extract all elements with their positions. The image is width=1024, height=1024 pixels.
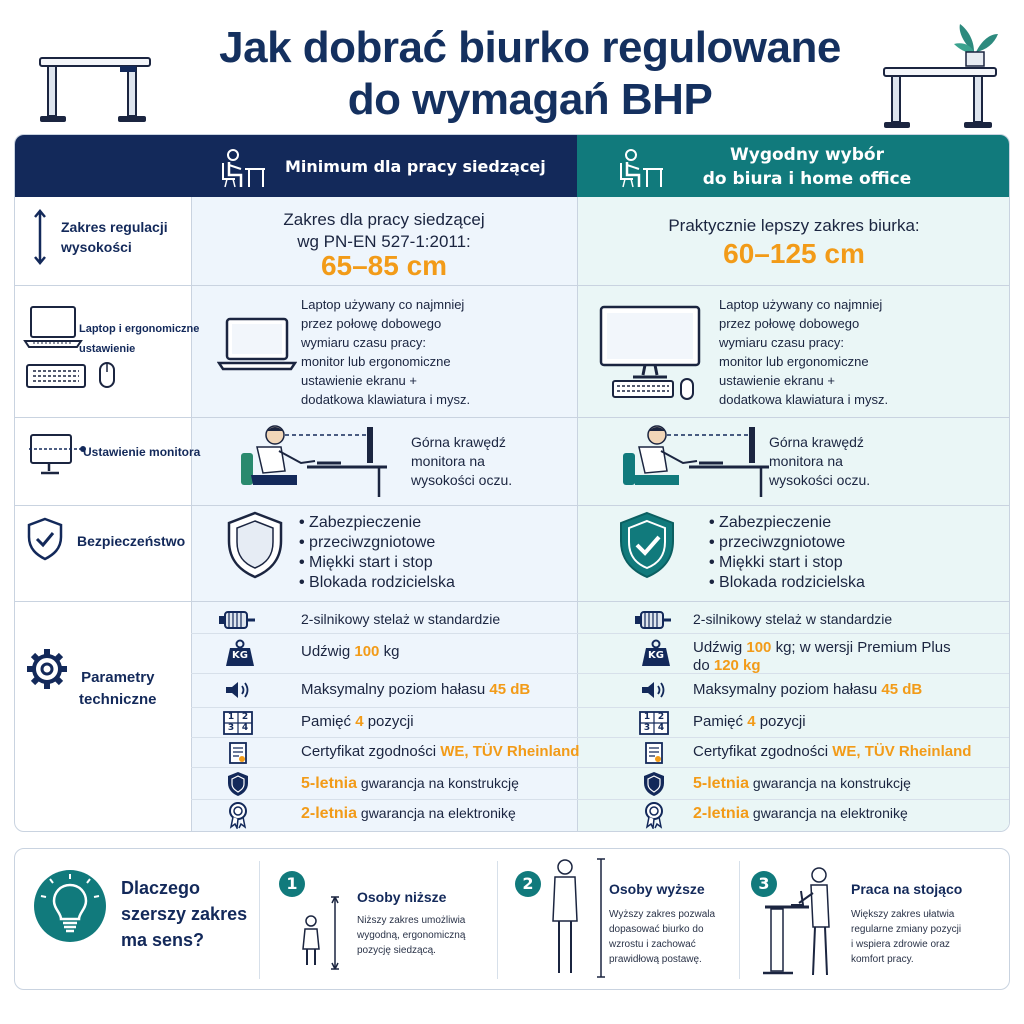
title-line-2: do wymagań BHP <box>347 75 713 124</box>
keyboard-icon <box>25 361 87 391</box>
warranty-shield-icon <box>643 771 665 801</box>
laptop-text-line: przez połowę dobowego <box>301 316 442 331</box>
label-monitor: Ustawienie monitora <box>83 445 201 459</box>
step-title-3: Praca na stojąco <box>851 881 963 897</box>
param-load-value-2: 120 kg <box>713 657 761 674</box>
tall-person-icon <box>543 857 613 979</box>
standing-desk-left-icon <box>36 52 156 130</box>
gear-icon <box>25 647 69 691</box>
shield-check-icon <box>27 517 63 561</box>
param-load-unit: kg <box>383 643 400 660</box>
label-height-line-2: wysokości <box>61 239 132 255</box>
param-load-label: Udźwig <box>693 639 743 656</box>
param-cert-label: Certyfikat zgodności <box>693 743 829 760</box>
laptop-text-line: przez połowę dobowego <box>719 316 860 331</box>
certificate-icon <box>227 741 249 769</box>
question-line: szerszy zakres <box>121 904 248 924</box>
motor-icon <box>633 609 673 635</box>
param-row <box>693 639 951 656</box>
min-height-line-2: wg PN-EN 527-1:2011: <box>297 232 471 251</box>
param-memory-value: 4 <box>355 713 364 730</box>
memory-digit: 2 <box>241 712 249 722</box>
wyg-height-line-1: Praktycznie lepszy zakres biurka: <box>668 216 920 235</box>
param-row <box>301 643 399 660</box>
param-row <box>301 775 519 793</box>
kg-label: KG <box>648 650 664 661</box>
mouse-icon <box>97 361 117 391</box>
label-height-range <box>61 217 168 257</box>
param-cert-label: Certyfikat zgodności <box>301 743 437 760</box>
param-row <box>301 743 579 760</box>
wyg-height-value: 60–125 cm <box>723 238 865 269</box>
step-desc-line: i wspiera zdrowie oraz <box>851 939 950 950</box>
step-number-2: 2 <box>515 871 541 897</box>
label-height-line-1: Zakres regulacji <box>61 219 168 235</box>
header-corner <box>15 135 191 197</box>
laptop-text-line: Laptop używany co najmniej <box>719 297 883 312</box>
standing-work-icon <box>761 863 841 981</box>
memory-positions-icon <box>639 711 669 735</box>
up-down-arrow-icon <box>33 209 47 265</box>
param-row <box>693 611 892 627</box>
step-number-1: 1 <box>279 871 305 897</box>
question-line: Dlaczego <box>121 878 201 898</box>
param-noise-value: 45 dB <box>881 681 923 698</box>
param-memory-label: Pamięć <box>301 713 352 730</box>
warranty-shield-icon <box>227 771 249 801</box>
params-comfortable <box>577 135 1010 832</box>
header-minimum-label: Minimum dla pracy siedzącej <box>285 157 546 176</box>
param-warranty-1-label: gwarancja na konstrukcję <box>752 775 911 791</box>
param-frame: 2-silnikowy stelaż w standardzie <box>693 611 893 627</box>
step-desc-line: wygodną, ergonomiczną <box>357 930 466 941</box>
label-safety: Bezpieczeństwo <box>77 533 186 549</box>
memory-digit: 1 <box>227 712 235 722</box>
why-question <box>121 875 247 953</box>
safety-bullet-line: • Zabezpieczenie <box>299 513 455 533</box>
param-memory-unit: pozycji <box>759 713 806 730</box>
param-row <box>693 743 971 760</box>
param-row <box>693 681 922 698</box>
laptop-icon <box>23 305 83 351</box>
param-row <box>301 805 516 823</box>
laptop-text-line: wymiaru czasu pracy: <box>719 335 844 350</box>
param-cert-value: WE, TÜV Rheinland <box>832 743 972 760</box>
question-line: ma sens? <box>121 930 205 950</box>
laptop-text-line: dodatkowa klawiatura i mysz. <box>301 392 471 407</box>
divider <box>259 861 260 979</box>
memory-digit: 1 <box>643 712 651 722</box>
param-load-premium: kg; w wersji Premium Plus <box>775 639 951 656</box>
param-frame: 2-silnikowy stelaż w standardzie <box>301 611 501 627</box>
step-desc-line: regularne zmiany pozycji <box>851 924 962 935</box>
safety-bullet-line: • Blokada rodzicielska <box>299 573 455 593</box>
param-load-value: 100 <box>354 643 380 660</box>
step-title-2: Osoby wyższe <box>609 881 705 897</box>
param-row <box>301 611 500 627</box>
param-noise-label: Maksymalny poziom hałasu <box>301 681 486 698</box>
weight-kg-icon <box>225 639 255 667</box>
monitor-text-line: wysokości oczu. <box>769 472 871 488</box>
label-laptop-line-1: Laptop i ergonomiczne <box>79 323 200 335</box>
min-height-value: 65–85 cm <box>320 250 448 281</box>
laptop-text-line: Laptop używany co najmniej <box>301 297 465 312</box>
laptop-text-line: dodatkowa klawiatura i mysz. <box>719 392 889 407</box>
min-height-line-1: Zakres dla pracy siedzącej <box>283 210 485 229</box>
label-laptop-line-2: ustawienie <box>79 343 136 355</box>
label-params-line-2: techniczne <box>79 691 157 708</box>
short-person-icon <box>291 893 351 973</box>
param-load-label: Udźwig <box>301 643 351 660</box>
speaker-icon <box>223 679 253 705</box>
divider <box>739 861 740 979</box>
step-desc-2 <box>609 907 715 967</box>
param-row <box>693 713 806 730</box>
step-desc-line: Wyższy zakres pozwala <box>609 909 716 920</box>
param-warranty-1-value: 5-letnia <box>693 775 750 792</box>
param-memory-value: 4 <box>747 713 756 730</box>
param-load-do: do <box>693 657 710 674</box>
certificate-icon <box>643 741 665 769</box>
comparison-table <box>14 134 1010 832</box>
warranty-medal-icon <box>227 801 249 832</box>
safety-bullet-line: • przeciwzgniotowe <box>709 533 865 553</box>
step-desc-line: wzrostu i zachować <box>609 939 696 950</box>
params-minimum <box>191 135 580 832</box>
label-laptop <box>79 319 199 359</box>
step-desc-1 <box>357 913 465 958</box>
param-noise-value: 45 dB <box>489 681 531 698</box>
lightbulb-icon <box>33 869 107 943</box>
header-comfortable-line-2: do biura i home office <box>702 169 912 189</box>
standing-desk-plant-icon <box>878 14 1002 132</box>
step-desc-line: prawidłową postawę. <box>609 954 702 965</box>
page-title <box>150 22 910 126</box>
step-title-1: Osoby niższe <box>357 889 447 905</box>
step-desc-3 <box>851 907 961 967</box>
param-load-value: 100 <box>746 639 772 656</box>
safety-bullet-line: • przeciwzgniotowe <box>299 533 455 553</box>
laptop-text-line: monitor lub ergonomiczne <box>719 354 869 369</box>
laptop-text-line: wymiaru czasu pracy: <box>301 335 426 350</box>
laptop-text-line: ustawienie ekranu + <box>301 373 417 388</box>
param-memory-label: Pamięć <box>693 713 744 730</box>
monitor-eye-level-icon <box>27 433 89 477</box>
monitor-text-line: Górna krawędź <box>411 434 506 450</box>
step-number-3: 3 <box>751 871 777 897</box>
memory-digit: 3 <box>643 723 651 733</box>
param-warranty-2-value: 2-letnia <box>301 805 358 822</box>
divider <box>497 861 498 979</box>
memory-digit: 2 <box>657 712 665 722</box>
why-wider-range-panel <box>14 848 1010 990</box>
safety-bullet-line: • Miękki start i stop <box>299 553 455 573</box>
param-noise-label: Maksymalny poziom hałasu <box>693 681 878 698</box>
title-line-1: Jak dobrać biurko regulowane <box>219 23 841 72</box>
label-params <box>79 667 157 711</box>
param-row <box>301 713 414 730</box>
warranty-medal-icon <box>643 801 665 832</box>
safety-bullet-line: • Blokada rodzicielska <box>709 573 865 593</box>
laptop-text-line: monitor lub ergonomiczne <box>301 354 451 369</box>
step-desc-line: komfort pracy. <box>851 954 914 965</box>
step-desc-line: dopasować biurko do <box>609 924 704 935</box>
weight-kg-icon <box>641 639 671 667</box>
memory-digit: 4 <box>657 723 665 733</box>
kg-label: KG <box>232 650 248 661</box>
param-row <box>693 657 761 674</box>
safety-bullet-line: • Miękki start i stop <box>709 553 865 573</box>
laptop-text-line: ustawienie ekranu + <box>719 373 835 388</box>
memory-digit: 4 <box>241 723 249 733</box>
monitor-text-line: Górna krawędź <box>769 434 864 450</box>
motor-icon <box>217 609 257 635</box>
monitor-text-line: wysokości oczu. <box>411 472 513 488</box>
label-params-line-1: Parametry <box>81 669 155 686</box>
param-memory-unit: pozycji <box>367 713 414 730</box>
step-desc-line: Niższy zakres umożliwia <box>357 915 466 926</box>
monitor-text-line: monitora na <box>769 453 843 469</box>
param-cert-value: WE, TÜV Rheinland <box>440 743 580 760</box>
step-desc-line: pozycję siedzącą. <box>357 945 436 956</box>
speaker-icon <box>639 679 669 705</box>
safety-bullet-line: • Zabezpieczenie <box>709 513 865 533</box>
param-warranty-2-value: 2-letnia <box>693 805 750 822</box>
monitor-text-line: monitora na <box>411 453 485 469</box>
param-row <box>693 805 908 823</box>
header-comfortable-line-1: Wygodny wybór <box>730 145 884 165</box>
memory-digit: 3 <box>227 723 235 733</box>
param-warranty-1-value: 5-letnia <box>301 775 358 792</box>
step-desc-line: Większy zakres ułatwia <box>851 909 955 920</box>
param-warranty-2-label: gwarancja na elektronikę <box>752 805 908 821</box>
param-warranty-2-label: gwarancja na elektronikę <box>360 805 516 821</box>
memory-positions-icon <box>223 711 253 735</box>
param-row <box>301 681 530 698</box>
param-warranty-1-label: gwarancja na konstrukcję <box>360 775 519 791</box>
param-row <box>693 775 911 793</box>
